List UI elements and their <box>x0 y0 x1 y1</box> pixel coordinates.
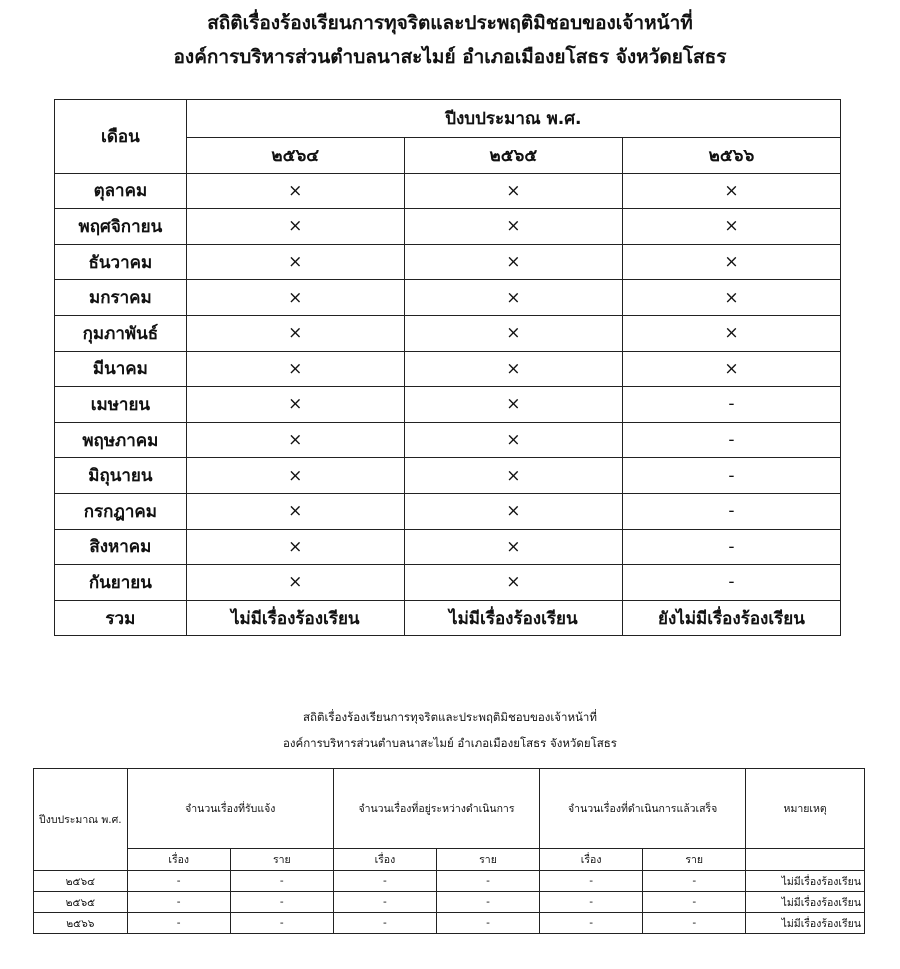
value-cell: × <box>404 493 622 529</box>
value-cell: × <box>622 209 840 245</box>
value-cell: - <box>622 565 840 601</box>
value-cell: × <box>186 565 404 601</box>
month-cell: ธันวาคม <box>55 244 187 280</box>
note-sub-header <box>746 849 865 871</box>
value-cell: × <box>622 173 840 209</box>
total-label: รวม <box>55 600 187 636</box>
month-cell: กรกฎาคม <box>55 493 187 529</box>
month-row <box>55 244 841 280</box>
summary-value-cell: - <box>436 892 539 913</box>
monthly-complaint-table <box>54 99 841 636</box>
value-cell: × <box>404 565 622 601</box>
value-cell: × <box>404 422 622 458</box>
summary-title: สถิติเรื่องร้องเรียนการทุจริตและประพฤติมิชอบของเจ้าหน้าที่ <box>303 710 597 724</box>
month-cell: กุมภาพันธ์ <box>55 315 187 351</box>
value-cell: × <box>622 351 840 387</box>
summary-value-cell: - <box>333 913 436 934</box>
month-row <box>55 529 841 565</box>
sub-header-person: ราย <box>643 849 746 871</box>
page-subtitle: องค์การบริหารส่วนตำบลนาสะไมย์ อำเภอเมืองยโสธร จังหวัดยโสธร <box>173 46 727 68</box>
summary-subtitle: องค์การบริหารส่วนตำบลนาสะไมย์ อำเภอเมืองยโสธร จังหวัดยโสธร <box>283 736 617 750</box>
summary-value-cell: - <box>230 892 333 913</box>
value-cell: × <box>186 529 404 565</box>
month-header: เดือน <box>55 100 187 174</box>
month-cell: มีนาคม <box>55 351 187 387</box>
completed-header: จำนวนเรื่องที่ดำเนินการแล้วเสร็จ <box>540 769 746 849</box>
summary-value-cell: - <box>643 871 746 892</box>
month-row <box>55 458 841 494</box>
summary-value-cell: - <box>230 871 333 892</box>
value-cell: × <box>186 173 404 209</box>
month-cell: พฤศจิกายน <box>55 209 187 245</box>
value-cell: × <box>622 315 840 351</box>
value-cell: × <box>186 209 404 245</box>
sub-header-person: ราย <box>436 849 539 871</box>
month-row <box>55 493 841 529</box>
value-cell: × <box>186 493 404 529</box>
in-progress-header: จำนวนเรื่องที่อยู่ระหว่างดำเนินการ <box>333 769 539 849</box>
value-cell: - <box>622 422 840 458</box>
value-cell: × <box>186 315 404 351</box>
value-cell: × <box>186 387 404 423</box>
month-cell: สิงหาคม <box>55 529 187 565</box>
summary-value-cell: - <box>333 892 436 913</box>
sub-header-case: เรื่อง <box>540 849 643 871</box>
summary-row <box>34 892 865 913</box>
summary-complaint-table <box>33 768 865 934</box>
value-cell: × <box>186 351 404 387</box>
total-cell: ไม่มีเรื่องร้องเรียน <box>186 600 404 636</box>
month-row <box>55 209 841 245</box>
value-cell: × <box>404 387 622 423</box>
year-header: ๒๕๖๕ <box>404 138 622 174</box>
value-cell: - <box>622 387 840 423</box>
summary-value-cell: - <box>643 913 746 934</box>
month-row <box>55 173 841 209</box>
value-cell: × <box>404 280 622 316</box>
year-header: ๒๕๖๔ <box>186 138 404 174</box>
summary-row <box>34 871 865 892</box>
month-row <box>55 565 841 601</box>
total-cell: ไม่มีเรื่องร้องเรียน <box>404 600 622 636</box>
summary-value-cell: - <box>540 871 643 892</box>
sub-header-person: ราย <box>230 849 333 871</box>
value-cell: × <box>622 244 840 280</box>
summary-value-cell: - <box>127 913 230 934</box>
summary-value-cell: - <box>333 871 436 892</box>
value-cell: × <box>404 458 622 494</box>
value-cell: × <box>186 458 404 494</box>
note-header: หมายเหตุ <box>746 769 865 849</box>
sub-header-case: เรื่อง <box>127 849 230 871</box>
value-cell: × <box>186 244 404 280</box>
sub-header-case: เรื่อง <box>333 849 436 871</box>
value-cell: - <box>622 493 840 529</box>
summary-value-cell: - <box>540 892 643 913</box>
summary-row <box>34 913 865 934</box>
fiscal-year-header: ปีงบประมาณ พ.ศ. <box>186 100 840 138</box>
summary-year-header: ปีงบประมาณ พ.ศ. <box>34 769 128 871</box>
summary-year-cell: ๒๕๖๖ <box>34 913 128 934</box>
value-cell: × <box>186 422 404 458</box>
month-cell: มิถุนายน <box>55 458 187 494</box>
month-cell: กันยายน <box>55 565 187 601</box>
page-title: สถิติเรื่องร้องเรียนการทุจริตและประพฤติมิชอบของเจ้าหน้าที่ <box>207 12 693 34</box>
summary-value-cell: - <box>436 871 539 892</box>
summary-year-cell: ๒๕๖๕ <box>34 892 128 913</box>
month-row <box>55 387 841 423</box>
value-cell: × <box>622 280 840 316</box>
total-row <box>55 600 841 636</box>
summary-value-cell: - <box>230 913 333 934</box>
value-cell: - <box>622 458 840 494</box>
received-header: จำนวนเรื่องที่รับแจ้ง <box>127 769 333 849</box>
value-cell: × <box>404 209 622 245</box>
value-cell: × <box>404 315 622 351</box>
summary-note-cell: ไม่มีเรื่องร้องเรียน <box>746 871 865 892</box>
month-row <box>55 280 841 316</box>
month-cell: พฤษภาคม <box>55 422 187 458</box>
total-cell: ยังไม่มีเรื่องร้องเรียน <box>622 600 840 636</box>
year-header: ๒๕๖๖ <box>622 138 840 174</box>
value-cell: × <box>186 280 404 316</box>
summary-value-cell: - <box>436 913 539 934</box>
summary-value-cell: - <box>540 913 643 934</box>
summary-year-cell: ๒๕๖๔ <box>34 871 128 892</box>
summary-value-cell: - <box>127 892 230 913</box>
month-cell: มกราคม <box>55 280 187 316</box>
value-cell: - <box>622 529 840 565</box>
value-cell: × <box>404 529 622 565</box>
month-cell: ตุลาคม <box>55 173 187 209</box>
value-cell: × <box>404 244 622 280</box>
summary-note-cell: ไม่มีเรื่องร้องเรียน <box>746 913 865 934</box>
value-cell: × <box>404 351 622 387</box>
month-cell: เมษายน <box>55 387 187 423</box>
summary-note-cell: ไม่มีเรื่องร้องเรียน <box>746 892 865 913</box>
summary-value-cell: - <box>643 892 746 913</box>
month-row <box>55 351 841 387</box>
summary-value-cell: - <box>127 871 230 892</box>
month-row <box>55 422 841 458</box>
month-row <box>55 315 841 351</box>
value-cell: × <box>404 173 622 209</box>
